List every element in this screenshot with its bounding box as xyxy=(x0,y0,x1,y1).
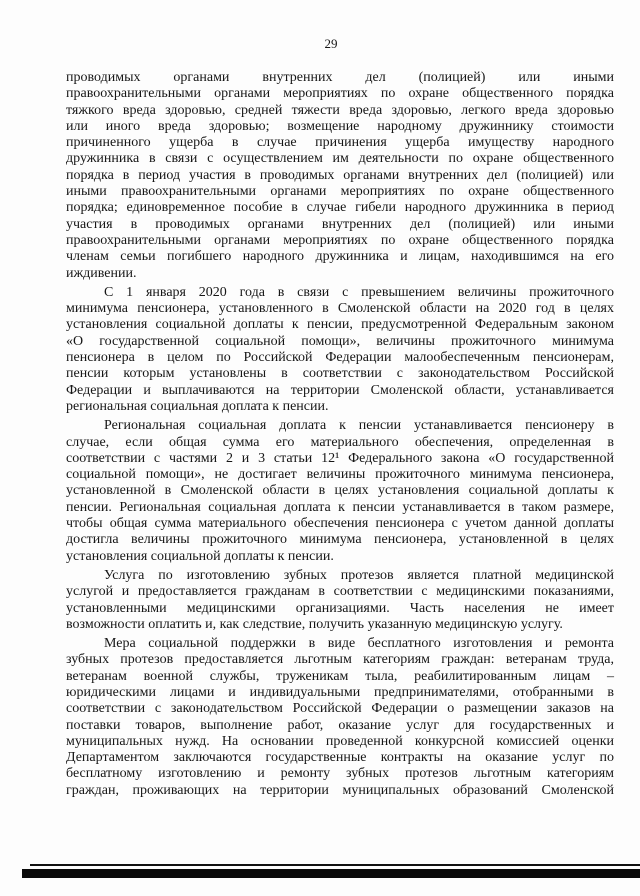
text-line: причиненного ущерба в случае причинения ущерба имуществу народного xyxy=(66,135,614,151)
body-paragraph xyxy=(66,418,614,565)
body-paragraph xyxy=(66,285,614,415)
text-line: установления социальной доплаты к пенсии, предусмотренной Федеральным законом xyxy=(66,317,614,333)
text-line: зубных протезов предоставляется льготным категориям граждан: ветеранам труда, xyxy=(66,652,614,668)
text-line: минимума пенсионера, установленного в Смоленской области на 2020 год в целях xyxy=(66,301,614,317)
text-line: участия в проводимых органами внутренних дел (полицией) или иными xyxy=(66,216,614,232)
scan-edge-bar xyxy=(22,869,640,878)
text-line: достигла величины прожиточного минимума пенсионера, установленной в целях xyxy=(66,532,614,548)
text-line: чтобы общая сумма материального обеспечения пенсионера с учетом данной доплаты xyxy=(66,516,614,532)
text-line: правоохранительными органами мероприятиях по охране общественного порядка xyxy=(66,232,614,248)
text-line: установленной в Смоленской области в целях установления социальной доплаты к xyxy=(66,483,614,499)
text-line: Федерации и выплачиваются на территории Смоленской области, устанавливается xyxy=(66,382,614,398)
text-line: бесплатному изготовлению и ремонту зубных протезов льготным категориям xyxy=(66,766,614,782)
text-line: порядка в период участия в проводимых органами внутренних дел (полицией) или xyxy=(66,167,614,183)
text-line: социальной помощи», не достигает величины прожиточного минимума пенсионера, xyxy=(66,467,614,483)
text-line: С 1 января 2020 года в связи с превышением величины прожиточного xyxy=(104,284,614,300)
scan-edge-line xyxy=(30,864,640,866)
text-line: пенсии. Региональная социальная доплата к пенсии устанавливается в таком размере, xyxy=(66,499,614,515)
text-line: правоохранительными органами мероприятиях по охране общественного порядка xyxy=(66,86,614,102)
body-paragraph xyxy=(66,70,614,282)
text-line: тяжкого вреда здоровью, средней тяжести вреда здоровью, легкого вреда здоровью xyxy=(66,102,614,118)
text-line: установленными медицинскими организациями. Часть населения не имеет xyxy=(66,600,614,616)
text-line: порядка; единовременное пособие в случае гибели народного дружинника в период xyxy=(66,200,614,216)
text-line: случае, если общая сумма его материального обеспечения, определенная в xyxy=(66,434,614,450)
text-line: ветеранам военной службы, труженикам тыла, реабилитированным лицам – xyxy=(66,668,614,684)
text-line: Мера социальной поддержки в виде бесплатного изготовления и ремонта xyxy=(104,636,614,652)
text-line: граждан, проживающих на территории муниципальных образований Смоленской xyxy=(66,782,614,798)
text-line: услугой и предоставляется гражданам в соответствии с медицинскими показаниями, xyxy=(66,584,614,600)
body-paragraph xyxy=(66,568,614,633)
text-line: Региональная социальная доплата к пенсии устанавливается пенсионеру в xyxy=(104,418,614,434)
text-line: проводимых органами внутренних дел (полицией) или иными xyxy=(66,70,614,85)
body-paragraph xyxy=(66,636,614,799)
text-line: иными правоохранительными органами мероприятиях по охране общественного xyxy=(66,184,614,200)
text-line: установления социальной доплаты к пенсии. xyxy=(66,548,334,564)
text-line: поставки товаров, выполнение работ, оказание услуг для государственных и xyxy=(66,717,614,733)
text-line: «О государственной социальной помощи», величины прожиточного минимума xyxy=(66,333,614,349)
text-line: дружинника в связи с осуществлением им деятельности по охране общественного xyxy=(66,151,614,167)
text-line: иждивении. xyxy=(66,265,137,281)
text-line: юридическими лицами и индивидуальными предпринимателями, отобранными в xyxy=(66,684,614,700)
text-line: Департаментом заключаются государственные контракты на оказание услуг по xyxy=(66,750,614,766)
text-line: членам семьи погибшего народного дружинника и лицам, находившимся на его xyxy=(66,249,614,265)
text-line: муниципальных нужд. На основании проведенной конкурсной комиссией оценки xyxy=(66,733,614,749)
text-line: региональная социальная доплата к пенсии. xyxy=(66,398,329,414)
text-line: пенсии которым установлены в соответствии с законодательством Российской xyxy=(66,366,614,382)
text-line: возможности оплатить и, как следствие, получить указанную медицинскую услугу. xyxy=(66,616,563,632)
text-line: соответствии с частями 2 и 3 статьи 12¹ Федерального закона «О государственной xyxy=(66,450,614,466)
page-number: 29 xyxy=(324,36,338,51)
text-line: пенсионера в целом по Российской Федерации малообеспеченным пенсионерам, xyxy=(66,350,614,366)
text-line: или иного вреда здоровью; возмещение народному дружиннику стоимости xyxy=(66,118,614,134)
document-body xyxy=(66,70,614,799)
text-line: соответствии с законодательством Российской Федерации о размещении заказов на xyxy=(66,701,614,717)
text-line: Услуга по изготовлению зубных протезов является платной медицинской xyxy=(104,567,614,583)
